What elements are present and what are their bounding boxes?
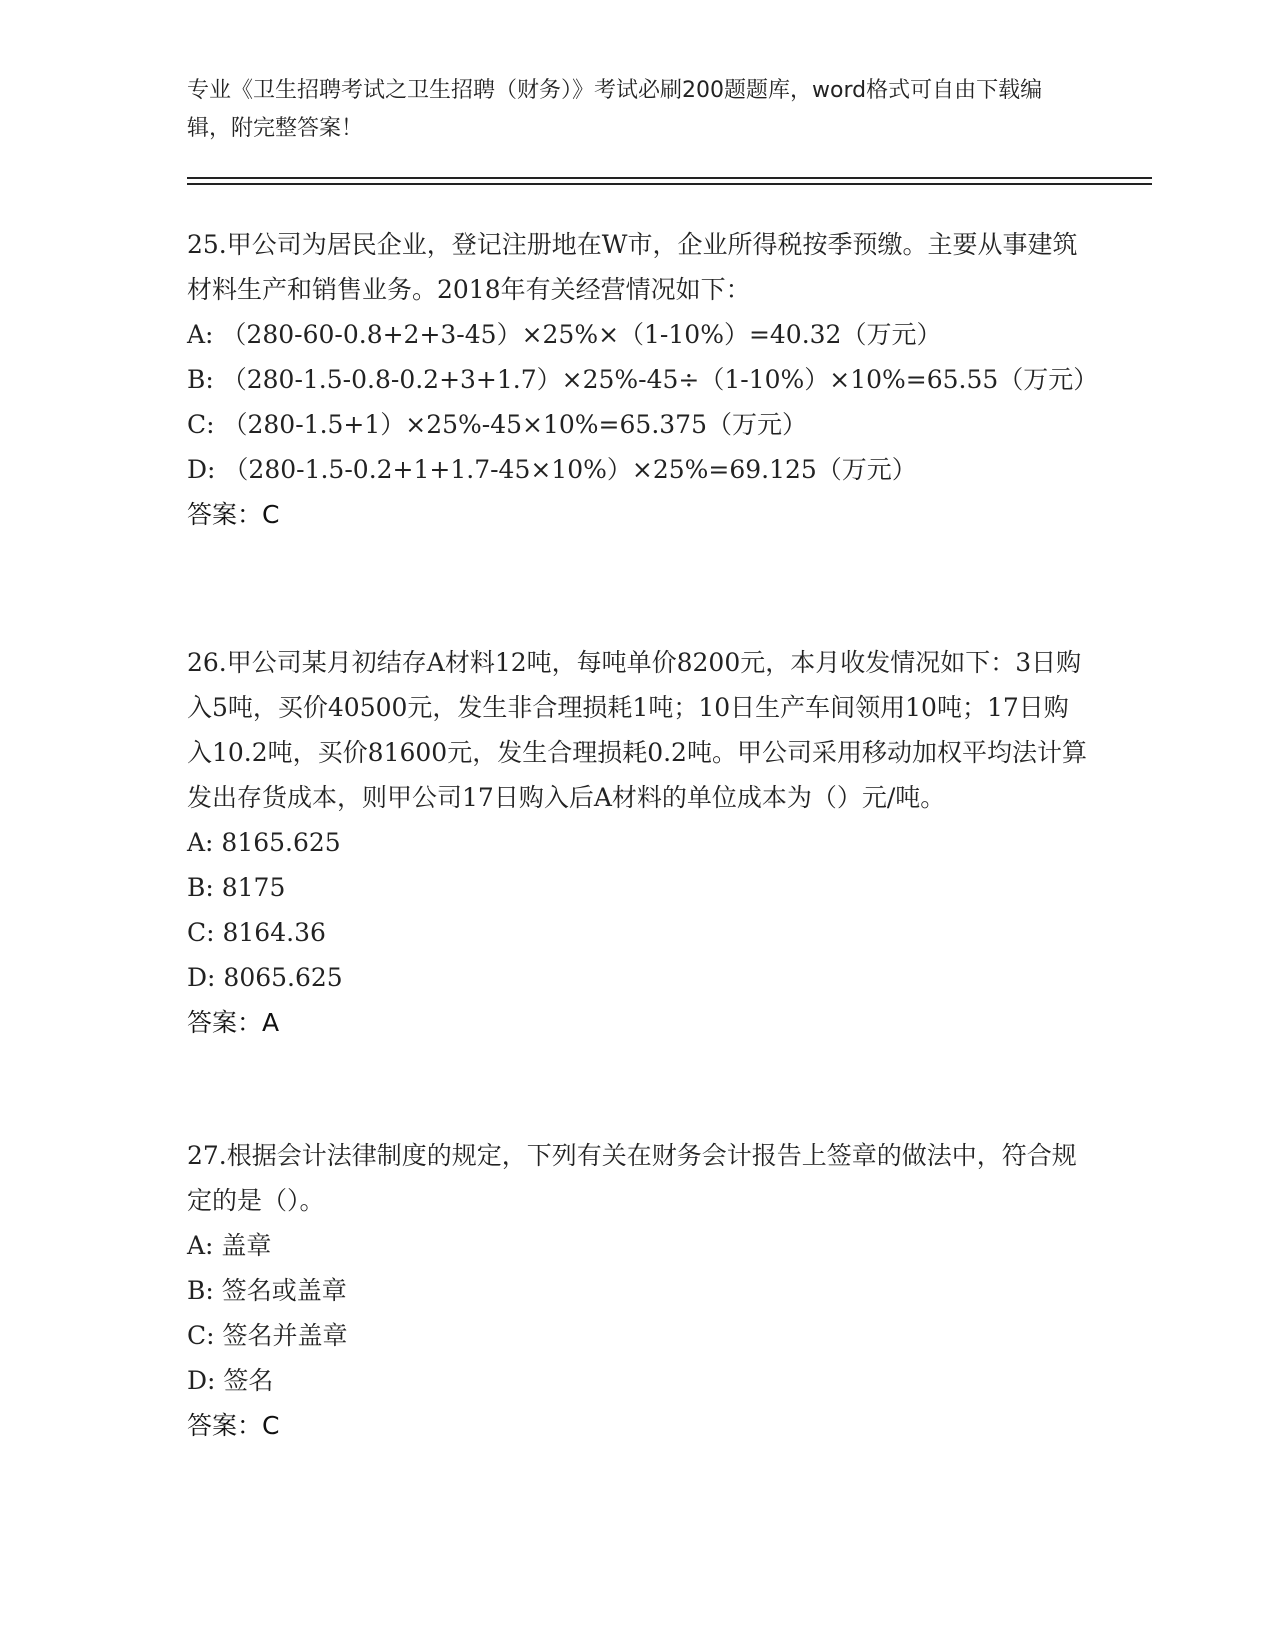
option-d: D: （280-1.5-0.2+1+1.7-45×10%）×25%=69.125（万元）	[187, 455, 917, 484]
header-divider-bottom	[187, 183, 1152, 185]
question-stem: 27.根据会计法律制度的规定，下列有关在财务会计报告上签章的做法中，符合规定的是（）。	[187, 1141, 1077, 1215]
question-27	[187, 1133, 1087, 1448]
option-d: D: 8065.625	[187, 963, 343, 992]
option-a: A: （280-60-0.8+2+3-45）×25%×（1-10%）=40.32（万元）	[187, 320, 942, 349]
header-divider-top	[187, 177, 1152, 179]
answer: 答案：C	[187, 1411, 280, 1440]
question-25	[187, 222, 1099, 537]
question-stem: 25.甲公司为居民企业，登记注册地在W市，企业所得税按季预缴。主要从事建筑材料生产和销售业务。2018年有关经营情况如下：	[187, 230, 1078, 304]
option-a: A: 8165.625	[187, 828, 341, 857]
question-stem: 26.甲公司某月初结存A材料12吨，每吨单价8200元，本月收发情况如下：3日购入5吨，买价40500元，发生非合理损耗1吨；10日生产车间领用10吨；17日购入10.2吨，买价81600元，发生合理损耗0.2吨。甲公司采用移动加权平均法计算发出存货成本，则甲公司17日购入后A材料的单位成本为（）元/吨。	[187, 648, 1087, 812]
option-b: B: （280-1.5-0.8-0.2+3+1.7）×25%-45÷（1-10%）×10%=65.55（万元）	[187, 365, 1099, 394]
option-d: D: 签名	[187, 1366, 274, 1395]
option-c: C: 8164.36	[187, 918, 326, 947]
option-a: A: 盖章	[187, 1231, 272, 1260]
answer: 答案：C	[187, 500, 280, 529]
question-26	[187, 640, 1087, 1045]
option-c: C: （280-1.5+1）×25%-45×10%=65.375（万元）	[187, 410, 807, 439]
option-c: C: 签名并盖章	[187, 1321, 348, 1350]
document-header: 专业《卫生招聘考试之卫生招聘（财务）》考试必刷200题题库，word格式可自由下载编辑，附完整答案！	[187, 78, 1043, 141]
answer: 答案：A	[187, 1008, 280, 1037]
option-b: B: 签名或盖章	[187, 1276, 347, 1305]
option-b: B: 8175	[187, 873, 286, 902]
